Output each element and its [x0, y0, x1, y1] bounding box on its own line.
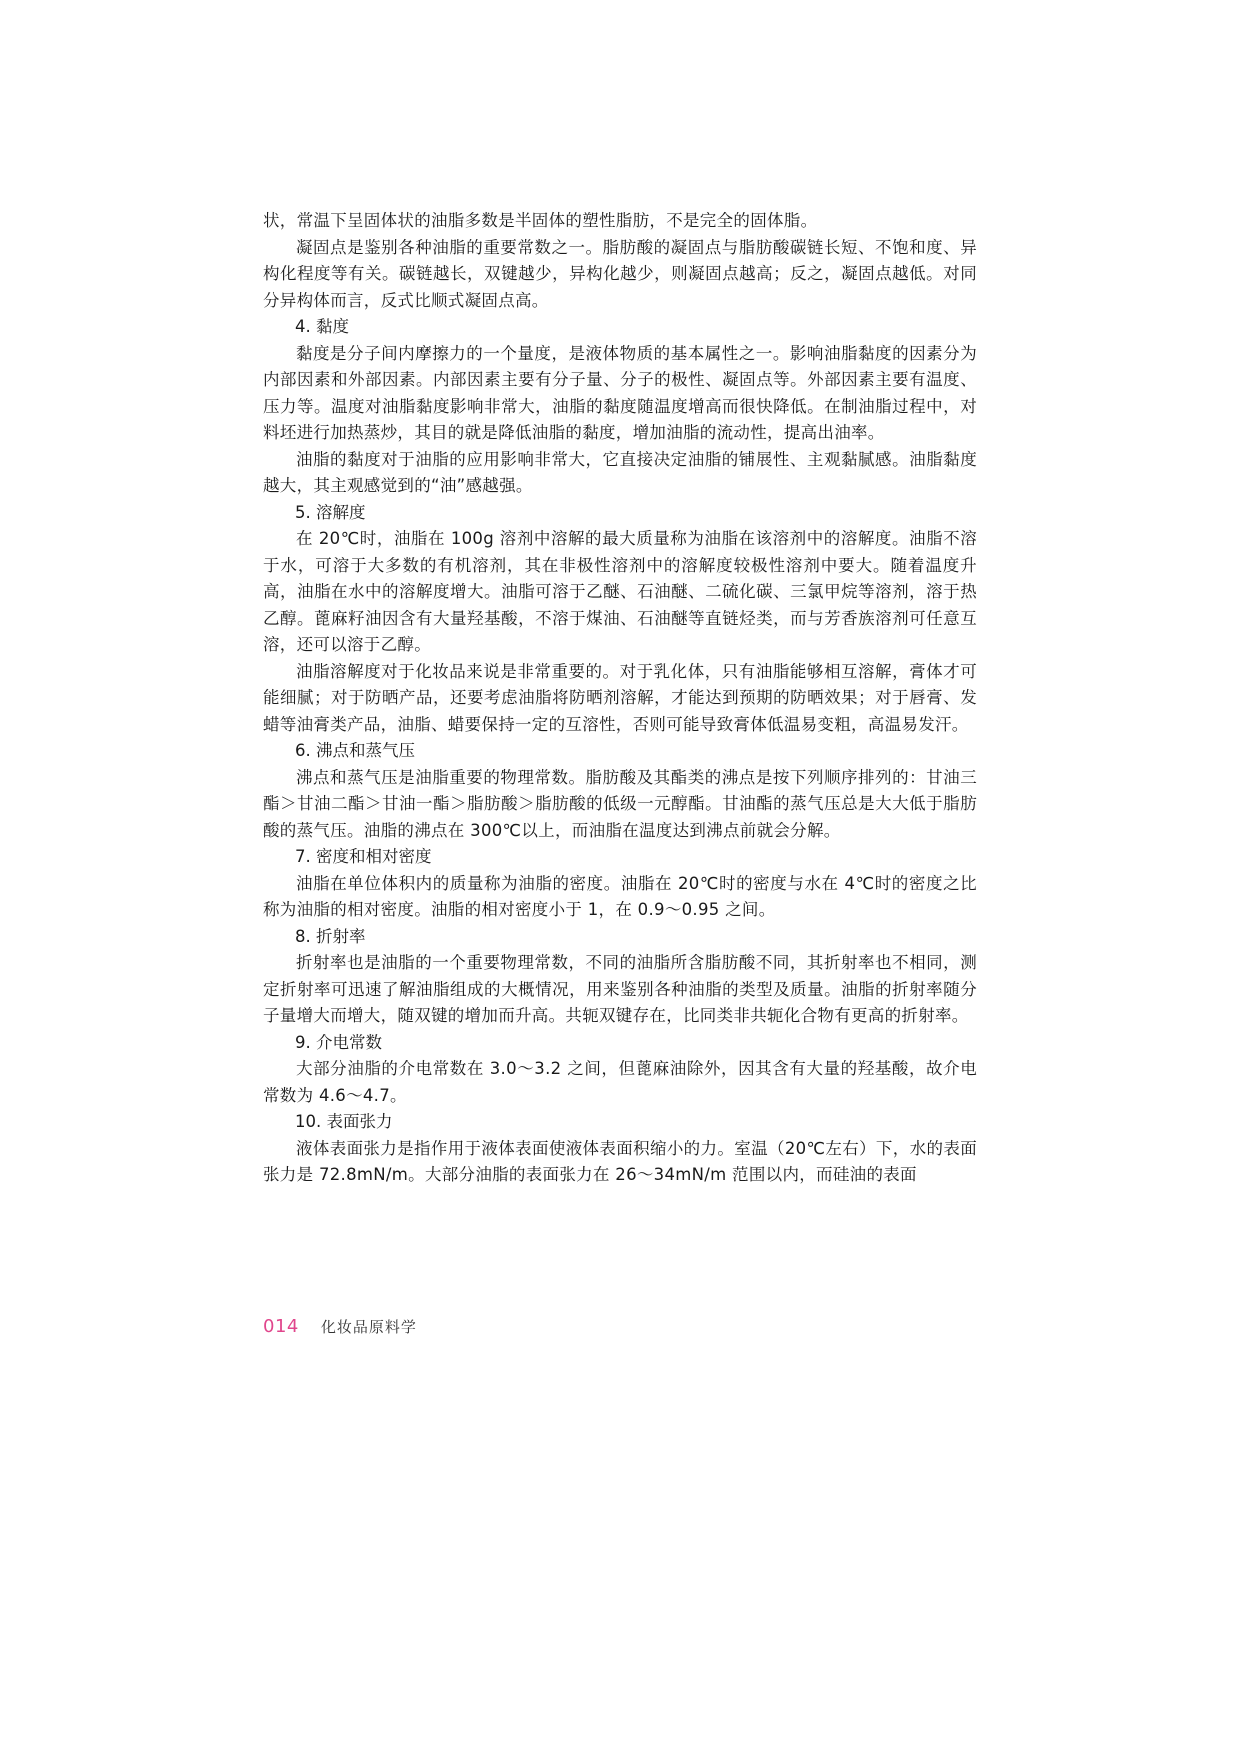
paragraph-surface-tension: 液体表面张力是指作用于液体表面使液体表面积缩小的力。室温（20℃左右）下，水的表面张力是 72.8mN/m。大部分油脂的表面张力在 26～34mN/m 范围以内，而硅油的表面: [263, 1138, 977, 1184]
paragraph-dielectric-constant: 大部分油脂的介电常数在 3.0～3.2 之间，但蓖麻油除外，因其含有大量的羟基酸，故介电常数为 4.6～4.7。: [263, 1059, 977, 1105]
section-heading-boiling-point: 6. 沸点和蒸气压: [295, 741, 415, 760]
paragraph-solubility-1: 在 20℃时，油脂在 100g 溶剂中溶解的最大质量称为油脂在该溶剂中的溶解度。油脂不溶于水，可溶于大多数的有机溶剂，其在非极性溶剂中的溶解度较极性溶剂中要大。随着温度升高，油脂在水中的溶解度增大。油脂可溶于乙醚、石油醚、二硫化碳、三氯甲烷等溶剂，溶于热乙醇。蓖麻籽油因含有大量羟基酸，不溶于煤油、石油醚等直链烃类，而与芳香族溶剂可任意互溶，还可以溶于乙醇。: [263, 529, 977, 654]
book-title: 化妆品原料学: [320, 1318, 417, 1336]
paragraph-viscosity-2: 油脂的黏度对于油脂的应用影响非常大，它直接决定油脂的铺展性、主观黏腻感。油脂黏度越大，其主观感觉到的“油”感越强。: [263, 449, 977, 495]
paragraph-continuation: 状，常温下呈固体状的油脂多数是半固体的塑性脂肪，不是完全的固体脂。: [263, 211, 818, 230]
paragraph-boiling-point: 沸点和蒸气压是油脂重要的物理常数。脂肪酸及其酯类的沸点是按下列顺序排列的：甘油三酯＞甘油二酯＞甘油一酯＞脂肪酸＞脂肪酸的低级一元醇酯。甘油酯的蒸气压总是大大低于脂肪酸的蒸气压。油脂的沸点在 300℃以上，而油脂在温度达到沸点前就会分解。: [263, 767, 977, 840]
section-heading-density: 7. 密度和相对密度: [295, 847, 432, 866]
page-number: 014: [263, 1316, 299, 1337]
paragraph-density: 油脂在单位体积内的质量称为油脂的密度。油脂在 20℃时的密度与水在 4℃时的密度之比称为油脂的相对密度。油脂的相对密度小于 1，在 0.9～0.95 之间。: [263, 873, 977, 919]
section-heading-refractive-index: 8. 折射率: [295, 926, 366, 946]
paragraph-solidification-point: 凝固点是鉴别各种油脂的重要常数之一。脂肪酸的凝固点与脂肪酸碳链长短、不饱和度、异构化程度等有关。碳链越长，双键越少，异构化越少，则凝固点越高；反之，凝固点越低。对同分异构体而言，反式比顺式凝固点高。: [263, 237, 977, 310]
body-text: [263, 208, 977, 1189]
section-heading-viscosity: 4. 黏度: [295, 317, 349, 336]
paragraph-refractive-index: 折射率也是油脂的一个重要物理常数，不同的油脂所含脂肪酸不同，其折射率也不相同，测定折射率可迅速了解油脂组成的大概情况，用来鉴别各种油脂的类型及质量。油脂的折射率随分子量增大而增大，随双键的增加而升高。共轭双键存在，比同类非共轭化合物有更高的折射率。: [263, 953, 977, 1025]
page-footer: [263, 1316, 417, 1337]
section-heading-surface-tension: 10. 表面张力: [295, 1112, 393, 1131]
section-heading-dielectric-constant: 9. 介电常数: [295, 1032, 382, 1052]
paragraph-solubility-2: 油脂溶解度对于化妆品来说是非常重要的。对于乳化体，只有油脂能够相互溶解，膏体才可能细腻；对于防晒产品，还要考虑油脂将防晒剂溶解，才能达到预期的防晒效果；对于唇膏、发蜡等油膏类产品，油脂、蜡要保持一定的互溶性，否则可能导致膏体低温易变粗，高温易发汗。: [263, 661, 977, 734]
paragraph-viscosity-1: 黏度是分子间内摩擦力的一个量度，是液体物质的基本属性之一。影响油脂黏度的因素分为内部因素和外部因素。内部因素主要有分子量、分子的极性、凝固点等。外部因素主要有温度、压力等。温度对油脂黏度影响非常大，油脂的黏度随温度增高而很快降低。在制油脂过程中，对料坯进行加热蒸炒，其目的就是降低油脂的黏度，增加油脂的流动性，提高出油率。: [263, 343, 977, 442]
section-heading-solubility: 5. 溶解度: [295, 502, 366, 522]
